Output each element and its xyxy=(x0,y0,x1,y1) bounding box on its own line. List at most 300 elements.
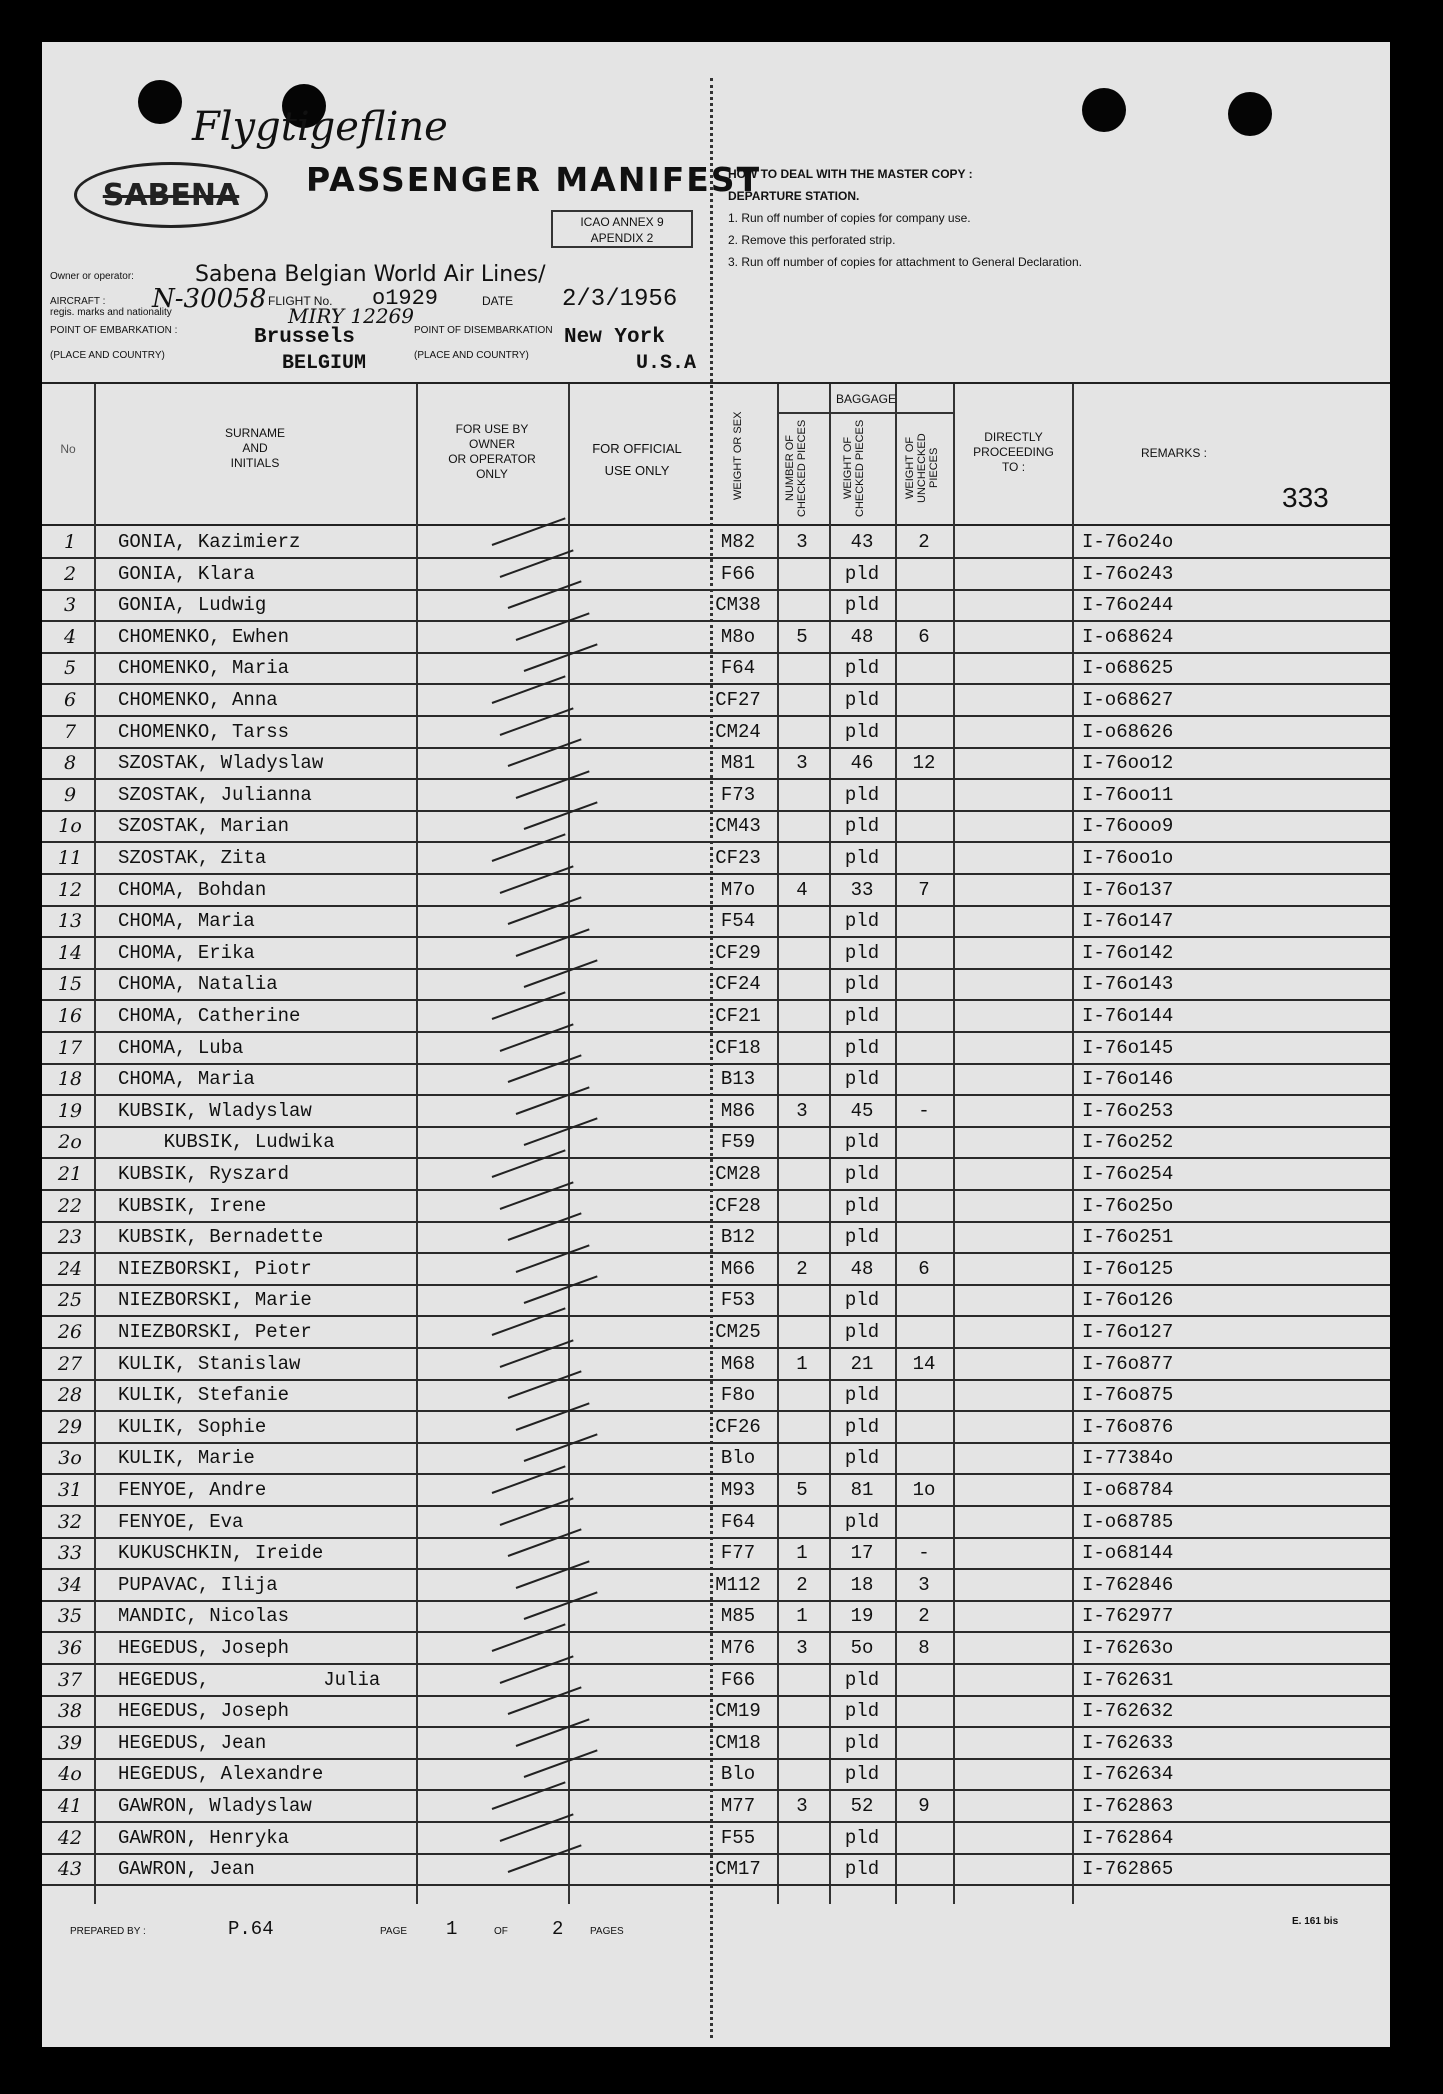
remark: I-76oo11 xyxy=(1082,783,1174,806)
table-row xyxy=(42,526,1390,559)
col-header-official-use: FOR OFFICIAL USE ONLY xyxy=(592,441,682,478)
passenger-name: KUKUSCHKIN, Ireide xyxy=(118,1542,324,1565)
passenger-name: FENYOE, Eva xyxy=(118,1510,244,1533)
checked-weight: pld xyxy=(844,1668,880,1691)
row-number: 35 xyxy=(57,1605,83,1628)
weight-or-sex: M66 xyxy=(720,1257,756,1280)
table-row xyxy=(42,1095,1390,1128)
passenger-name: HEGEDUS, Jean xyxy=(118,1731,267,1754)
checked-weight: pld xyxy=(844,1700,880,1723)
col-header-remarks: REMARKS : xyxy=(1140,446,1207,460)
remark: I-762865 xyxy=(1082,1858,1174,1881)
table-row xyxy=(42,1442,1390,1475)
remark: I-762632 xyxy=(1082,1700,1174,1723)
checked-weight: pld xyxy=(844,1068,880,1091)
row-number: 15 xyxy=(57,973,83,996)
weight-or-sex: M82 xyxy=(720,531,756,553)
row-number: 24 xyxy=(57,1257,83,1280)
row-number: 3 xyxy=(63,594,77,617)
table-row xyxy=(42,1695,1390,1728)
passenger-name: CHOMA, Natalia xyxy=(118,973,278,996)
passenger-name: KULIK, Stanislaw xyxy=(118,1352,301,1375)
unchecked-weight: 9 xyxy=(918,1795,930,1817)
passenger-name: GONIA, Kazimierz xyxy=(118,531,301,553)
remark: I-76o145 xyxy=(1082,1036,1174,1059)
prepared-value: P.64 xyxy=(228,1918,274,1940)
weight-or-sex: M7o xyxy=(720,878,756,901)
passenger-name: KUBSIK, Irene xyxy=(118,1194,267,1217)
weight-or-sex: F64 xyxy=(720,1510,756,1533)
passenger-name: CHOMA, Bohdan xyxy=(118,878,267,901)
checked-weight: pld xyxy=(844,657,880,680)
table-row xyxy=(42,1569,1390,1602)
row-number: 9 xyxy=(63,783,77,806)
instruction-step: 2. Remove this perforated strip. xyxy=(728,233,896,247)
remark: I-76o125 xyxy=(1082,1257,1174,1280)
passenger-name: HEGEDUS, Joseph xyxy=(118,1637,290,1659)
instruction-step: 1. Run off number of copies for company use. xyxy=(728,211,971,225)
passenger-name: FENYOE, Andre xyxy=(118,1479,267,1501)
weight-or-sex: CF24 xyxy=(715,973,761,996)
weight-or-sex: CM17 xyxy=(715,1858,761,1881)
passenger-name: KUBSIK, Ryszard xyxy=(118,1163,290,1185)
unchecked-weight: 14 xyxy=(912,1352,936,1375)
unchecked-weight: 2 xyxy=(918,1605,930,1628)
table-row xyxy=(42,747,1390,780)
remark: I-o68625 xyxy=(1082,657,1174,680)
weight-or-sex: CF26 xyxy=(715,1415,761,1438)
weight-or-sex: F53 xyxy=(720,1289,756,1312)
passenger-name: CHOMENKO, Tarss xyxy=(118,720,290,743)
table-row xyxy=(42,684,1390,717)
remark: I-o68784 xyxy=(1082,1479,1174,1501)
owner-value: Sabena Belgian World Air Lines/ xyxy=(195,262,546,287)
table-row xyxy=(42,810,1390,843)
weight-or-sex: M85 xyxy=(720,1605,756,1628)
row-number: 38 xyxy=(57,1700,83,1723)
weight-or-sex: Blo xyxy=(720,1447,756,1470)
remark: I-76o142 xyxy=(1082,941,1174,964)
disembark-city: New York xyxy=(564,326,665,349)
row-number: 27 xyxy=(57,1352,83,1375)
passenger-name: CHOMA, Erika xyxy=(118,941,255,964)
checked-weight: 19 xyxy=(850,1605,874,1628)
table-row xyxy=(42,1063,1390,1096)
passenger-name: HEGEDUS, Julia xyxy=(118,1668,381,1691)
flight-value: o1929 xyxy=(372,286,439,311)
weight-or-sex: F64 xyxy=(720,657,756,680)
passenger-name: PUPAVAC, Ilija xyxy=(118,1573,278,1596)
passenger-name: GONIA, Ludwig xyxy=(118,594,267,617)
checked-weight: pld xyxy=(844,689,880,711)
checked-weight: pld xyxy=(844,720,880,743)
checked-pieces: 3 xyxy=(796,1795,808,1817)
passenger-name: NIEZBORSKI, Piotr xyxy=(118,1257,312,1280)
row-number: 29 xyxy=(57,1415,83,1438)
row-number: 13 xyxy=(57,910,83,933)
row-number: 8 xyxy=(63,752,77,775)
airline-logo: SABENA xyxy=(74,162,268,228)
remark: I-o68627 xyxy=(1082,689,1174,711)
remark: I-762633 xyxy=(1082,1731,1174,1754)
weight-or-sex: CF29 xyxy=(715,941,761,964)
row-number: 36 xyxy=(57,1637,83,1659)
checked-weight: pld xyxy=(844,973,880,996)
weight-or-sex: M93 xyxy=(720,1479,756,1501)
row-number: 4o xyxy=(58,1763,82,1786)
weight-or-sex: F55 xyxy=(720,1826,756,1849)
embark-sub-label: (PLACE AND COUNTRY) xyxy=(50,350,165,361)
remark: I-762863 xyxy=(1082,1795,1174,1817)
remark: I-76o24o xyxy=(1082,531,1174,553)
table-row xyxy=(42,1253,1390,1286)
col-header-surname: SURNAME AND INITIALS xyxy=(224,426,285,470)
checked-weight: pld xyxy=(844,847,880,869)
weight-or-sex: CM43 xyxy=(715,815,761,838)
row-number: 1o xyxy=(58,815,82,838)
weight-or-sex: CF27 xyxy=(715,689,761,711)
weight-or-sex: CM28 xyxy=(715,1163,761,1185)
form-code: E. 161 bis xyxy=(1292,1916,1339,1927)
remark: I-762864 xyxy=(1082,1826,1174,1849)
passenger-name: KULIK, Sophie xyxy=(118,1415,267,1438)
table-row xyxy=(42,1537,1390,1570)
row-number: 32 xyxy=(57,1510,83,1533)
checked-weight: pld xyxy=(844,1289,880,1312)
table-row xyxy=(42,1316,1390,1349)
page-value: 1 xyxy=(446,1918,458,1940)
table-row xyxy=(42,1000,1390,1033)
table-row xyxy=(42,1379,1390,1412)
remark: I-o68785 xyxy=(1082,1510,1174,1533)
checked-weight: pld xyxy=(844,1036,880,1059)
checked-weight: pld xyxy=(844,1131,880,1154)
unchecked-weight: 6 xyxy=(918,625,930,648)
remark: I-76ooo9 xyxy=(1082,815,1174,838)
table-row xyxy=(42,1664,1390,1697)
checked-pieces: 3 xyxy=(796,752,808,775)
remark: I-76263o xyxy=(1082,1637,1174,1659)
remark: I-76o25o xyxy=(1082,1194,1174,1217)
of-value: 2 xyxy=(552,1918,564,1940)
weight-or-sex: CM38 xyxy=(715,594,761,617)
row-number: 31 xyxy=(57,1479,83,1501)
instruction-step: 3. Run off number of copies for attachment to General Declaration. xyxy=(728,255,1082,269)
checked-pieces: 3 xyxy=(796,1099,808,1122)
passenger-name: SZOSTAK, Zita xyxy=(118,847,267,869)
row-number: 7 xyxy=(63,720,77,743)
passenger-name: KUBSIK, Ludwika xyxy=(118,1131,335,1154)
checked-pieces: 5 xyxy=(796,625,808,648)
row-number: 14 xyxy=(57,941,83,964)
checked-weight: pld xyxy=(844,562,880,585)
passenger-name: NIEZBORSKI, Marie xyxy=(118,1289,312,1312)
checked-weight: pld xyxy=(844,1194,880,1217)
remark: I-76o254 xyxy=(1082,1163,1174,1185)
checked-weight: pld xyxy=(844,594,880,617)
checked-weight: pld xyxy=(844,941,880,964)
checked-weight: pld xyxy=(844,1226,880,1249)
punch-hole xyxy=(1082,88,1126,132)
page-label: PAGE xyxy=(380,1926,408,1937)
checked-weight: pld xyxy=(844,1321,880,1343)
table-row xyxy=(42,1474,1390,1507)
row-number: 16 xyxy=(57,1005,83,1027)
col-header-no: No xyxy=(60,442,76,456)
col-header-checked-weight: WEIGHT OF CHECKED PIECES xyxy=(842,419,866,517)
remark: I-o68624 xyxy=(1082,625,1174,648)
remark: I-76o875 xyxy=(1082,1384,1174,1407)
row-number: 42 xyxy=(57,1826,83,1849)
checked-weight: 48 xyxy=(850,1257,874,1280)
remark: I-76o126 xyxy=(1082,1289,1174,1312)
remark: I-76o253 xyxy=(1082,1099,1174,1122)
table-row xyxy=(42,1790,1390,1823)
weight-or-sex: CM18 xyxy=(715,1731,761,1754)
icao-annex-box: ICAO ANNEX 9 APENDIX 2 xyxy=(551,210,693,248)
weight-or-sex: B13 xyxy=(720,1068,756,1091)
checked-pieces: 4 xyxy=(796,878,808,901)
unchecked-weight: 6 xyxy=(918,1257,930,1280)
weight-or-sex: M81 xyxy=(720,752,756,775)
date-label: DATE xyxy=(482,294,514,308)
table-row xyxy=(42,621,1390,654)
passenger-name: HEGEDUS, Alexandre xyxy=(118,1763,324,1786)
passenger-name: MANDIC, Nicolas xyxy=(118,1605,290,1628)
checked-weight: pld xyxy=(844,815,880,838)
page-number: 333 xyxy=(1282,482,1329,513)
passenger-name: CHOMENKO, Ewhen xyxy=(118,625,290,648)
checked-weight: 46 xyxy=(850,752,874,775)
aircraft-value: N-30058 xyxy=(152,284,267,314)
unchecked-weight: 8 xyxy=(918,1637,930,1659)
row-number: 3o xyxy=(58,1447,82,1470)
remark: I-o68626 xyxy=(1082,720,1174,743)
weight-or-sex: F77 xyxy=(720,1542,756,1565)
passenger-name: KUBSIK, Wladyslaw xyxy=(118,1099,312,1122)
table-row xyxy=(42,1126,1390,1159)
remark: I-76o243 xyxy=(1082,562,1174,585)
table-row xyxy=(42,1600,1390,1633)
row-number: 5 xyxy=(63,657,77,680)
manifest-sheet xyxy=(42,42,1390,2047)
col-header-baggage: BAGGAGE xyxy=(835,392,897,406)
row-number: 1 xyxy=(63,531,77,553)
col-header-directly: DIRECTLY PROCEEDING TO : xyxy=(973,430,1054,474)
checked-weight: 48 xyxy=(850,625,874,648)
row-number: 6 xyxy=(63,689,77,711)
checked-weight: pld xyxy=(844,1826,880,1849)
aircraft-sub-label: regis. marks and nationality xyxy=(50,307,172,318)
checked-pieces: 1 xyxy=(796,1605,808,1628)
remark: I-762634 xyxy=(1082,1763,1174,1786)
row-number: 26 xyxy=(57,1321,83,1343)
table-row xyxy=(42,1727,1390,1760)
checked-weight: 43 xyxy=(850,531,874,553)
weight-or-sex: M77 xyxy=(720,1795,756,1817)
table-row xyxy=(42,968,1390,1001)
checked-weight: 81 xyxy=(850,1479,874,1501)
table-row xyxy=(42,937,1390,970)
embark-country: BELGIUM xyxy=(282,352,367,375)
aircraft-handwritten: MIRY 12269 xyxy=(288,304,415,328)
weight-or-sex: CM19 xyxy=(715,1700,761,1723)
passenger-name: SZOSTAK, Julianna xyxy=(118,783,312,806)
checked-weight: pld xyxy=(844,1447,880,1470)
row-number: 37 xyxy=(57,1668,83,1691)
remark: I-76o876 xyxy=(1082,1415,1174,1438)
table-row xyxy=(42,1411,1390,1444)
remark: I-76o244 xyxy=(1082,594,1174,617)
table-row xyxy=(42,1190,1390,1223)
passenger-name: SZOSTAK, Marian xyxy=(118,815,290,838)
col-header-checked-pieces: NUMBER OF CHECKED PIECES xyxy=(784,419,808,517)
weight-or-sex: M86 xyxy=(720,1099,756,1122)
passenger-name: CHOMA, Maria xyxy=(118,1068,255,1091)
embark-label: POINT OF EMBARKATION : xyxy=(50,325,178,336)
row-number: 34 xyxy=(57,1573,83,1596)
checked-pieces: 2 xyxy=(796,1573,808,1596)
passenger-name: CHOMA, Catherine xyxy=(118,1005,301,1027)
passenger-name: CHOMA, Luba xyxy=(118,1036,244,1059)
remark: I-76o127 xyxy=(1082,1321,1174,1343)
col-header-owner-use: FOR USE BY OWNER OR OPERATOR ONLY xyxy=(448,422,536,481)
weight-or-sex: CF28 xyxy=(715,1194,761,1217)
weight-or-sex: F66 xyxy=(720,562,756,585)
weight-or-sex: M112 xyxy=(715,1573,761,1596)
embark-city: Brussels xyxy=(254,326,355,349)
disembark-label: POINT OF DISEMBARKATION xyxy=(414,325,553,336)
unchecked-weight: 2 xyxy=(918,531,930,553)
remark: I-76o146 xyxy=(1082,1068,1174,1091)
checked-weight: 17 xyxy=(850,1542,874,1565)
weight-or-sex: CM24 xyxy=(715,720,761,743)
passenger-name: GAWRON, Jean xyxy=(118,1858,255,1881)
row-number: 28 xyxy=(57,1384,83,1407)
passenger-name: SZOSTAK, Wladyslaw xyxy=(118,752,324,775)
remark: I-76o147 xyxy=(1082,910,1174,933)
row-number: 18 xyxy=(57,1068,83,1091)
weight-or-sex: B12 xyxy=(720,1226,756,1249)
of-label: OF xyxy=(494,1926,508,1937)
weight-or-sex: Blo xyxy=(720,1763,756,1786)
table-row xyxy=(42,1632,1390,1665)
table-row xyxy=(42,1032,1390,1065)
remark: I-76o143 xyxy=(1082,973,1174,996)
checked-weight: 52 xyxy=(850,1795,874,1817)
row-number: 2 xyxy=(63,562,77,585)
passenger-name: CHOMENKO, Anna xyxy=(118,689,278,711)
table-row xyxy=(42,1822,1390,1855)
weight-or-sex: F73 xyxy=(720,783,756,806)
unchecked-weight: 3 xyxy=(918,1573,930,1596)
checked-weight: pld xyxy=(844,1763,880,1786)
disembark-sub-label: (PLACE AND COUNTRY) xyxy=(414,350,529,361)
checked-weight: 21 xyxy=(850,1352,874,1375)
weight-or-sex: F59 xyxy=(720,1131,756,1154)
unchecked-weight: 7 xyxy=(918,878,930,901)
checked-weight: 33 xyxy=(850,878,874,901)
passenger-name: GONIA, Klara xyxy=(118,562,255,585)
prepared-label: PREPARED BY : xyxy=(70,1926,146,1937)
passenger-name: KULIK, Stefanie xyxy=(118,1384,290,1407)
checked-pieces: 3 xyxy=(796,531,808,553)
table-row xyxy=(42,1221,1390,1254)
col-header-unchecked-weight: WEIGHT OF UNCHECKED PIECES xyxy=(904,433,940,503)
table-row xyxy=(42,716,1390,749)
checked-weight: pld xyxy=(844,1510,880,1533)
weight-or-sex: M76 xyxy=(720,1637,756,1659)
row-number: 21 xyxy=(57,1163,83,1185)
checked-pieces: 2 xyxy=(796,1257,808,1280)
table-row xyxy=(42,652,1390,685)
weight-or-sex: CM25 xyxy=(715,1321,761,1343)
remark: I-77384o xyxy=(1082,1447,1174,1470)
table-row xyxy=(42,874,1390,907)
weight-or-sex: CF18 xyxy=(715,1036,761,1059)
table-row xyxy=(42,1853,1390,1886)
table-row xyxy=(42,1758,1390,1791)
flight-label: FLIGHT No. xyxy=(268,294,333,308)
checked-weight: pld xyxy=(844,910,880,933)
passenger-name: KUBSIK, Bernadette xyxy=(118,1226,324,1249)
checked-weight: 45 xyxy=(850,1099,874,1122)
table-top-border xyxy=(42,382,1390,384)
unchecked-weight: - xyxy=(918,1542,930,1565)
checked-weight: pld xyxy=(844,1858,880,1881)
passenger-name: CHOMENKO, Maria xyxy=(118,657,290,680)
table-row xyxy=(42,1158,1390,1191)
remark: I-762977 xyxy=(1082,1605,1174,1628)
row-number: 39 xyxy=(57,1731,83,1754)
row-number: 23 xyxy=(57,1226,83,1249)
passenger-name: HEGEDUS, Joseph xyxy=(118,1700,290,1723)
remark: I-762846 xyxy=(1082,1573,1174,1596)
weight-or-sex: M68 xyxy=(720,1352,756,1375)
checked-weight: pld xyxy=(844,1415,880,1438)
checked-weight: pld xyxy=(844,1005,880,1027)
row-number: 41 xyxy=(57,1795,83,1817)
baggage-divider xyxy=(777,412,955,414)
remark: I-76oo12 xyxy=(1082,752,1174,775)
checked-pieces: 1 xyxy=(796,1352,808,1375)
pen-tick-mark xyxy=(492,517,566,546)
row-number: 11 xyxy=(57,847,83,869)
passenger-name: NIEZBORSKI, Peter xyxy=(118,1321,312,1343)
checked-weight: pld xyxy=(844,1163,880,1185)
row-number: 17 xyxy=(57,1036,83,1059)
checked-pieces: 3 xyxy=(796,1637,808,1659)
pages-label: PAGES xyxy=(590,1926,624,1937)
punch-hole xyxy=(1228,92,1272,136)
table-row xyxy=(42,842,1390,875)
passenger-name: GAWRON, Wladyslaw xyxy=(118,1795,312,1817)
remark: I-76o251 xyxy=(1082,1226,1174,1249)
aircraft-label: AIRCRAFT : xyxy=(50,296,106,307)
instructions-heading: HOW TO DEAL WITH THE MASTER COPY : xyxy=(728,167,973,181)
checked-pieces: 1 xyxy=(796,1542,808,1565)
remark: I-76o137 xyxy=(1082,878,1174,901)
checked-weight: pld xyxy=(844,1731,880,1754)
date-value: 2/3/1956 xyxy=(562,286,678,313)
table-row xyxy=(42,779,1390,812)
row-number: 4 xyxy=(63,625,77,648)
checked-weight: pld xyxy=(844,783,880,806)
weight-or-sex: CF21 xyxy=(715,1005,761,1027)
row-number: 43 xyxy=(57,1858,83,1881)
owner-label: Owner or operator: xyxy=(50,271,134,282)
passenger-name: GAWRON, Henryka xyxy=(118,1826,290,1849)
